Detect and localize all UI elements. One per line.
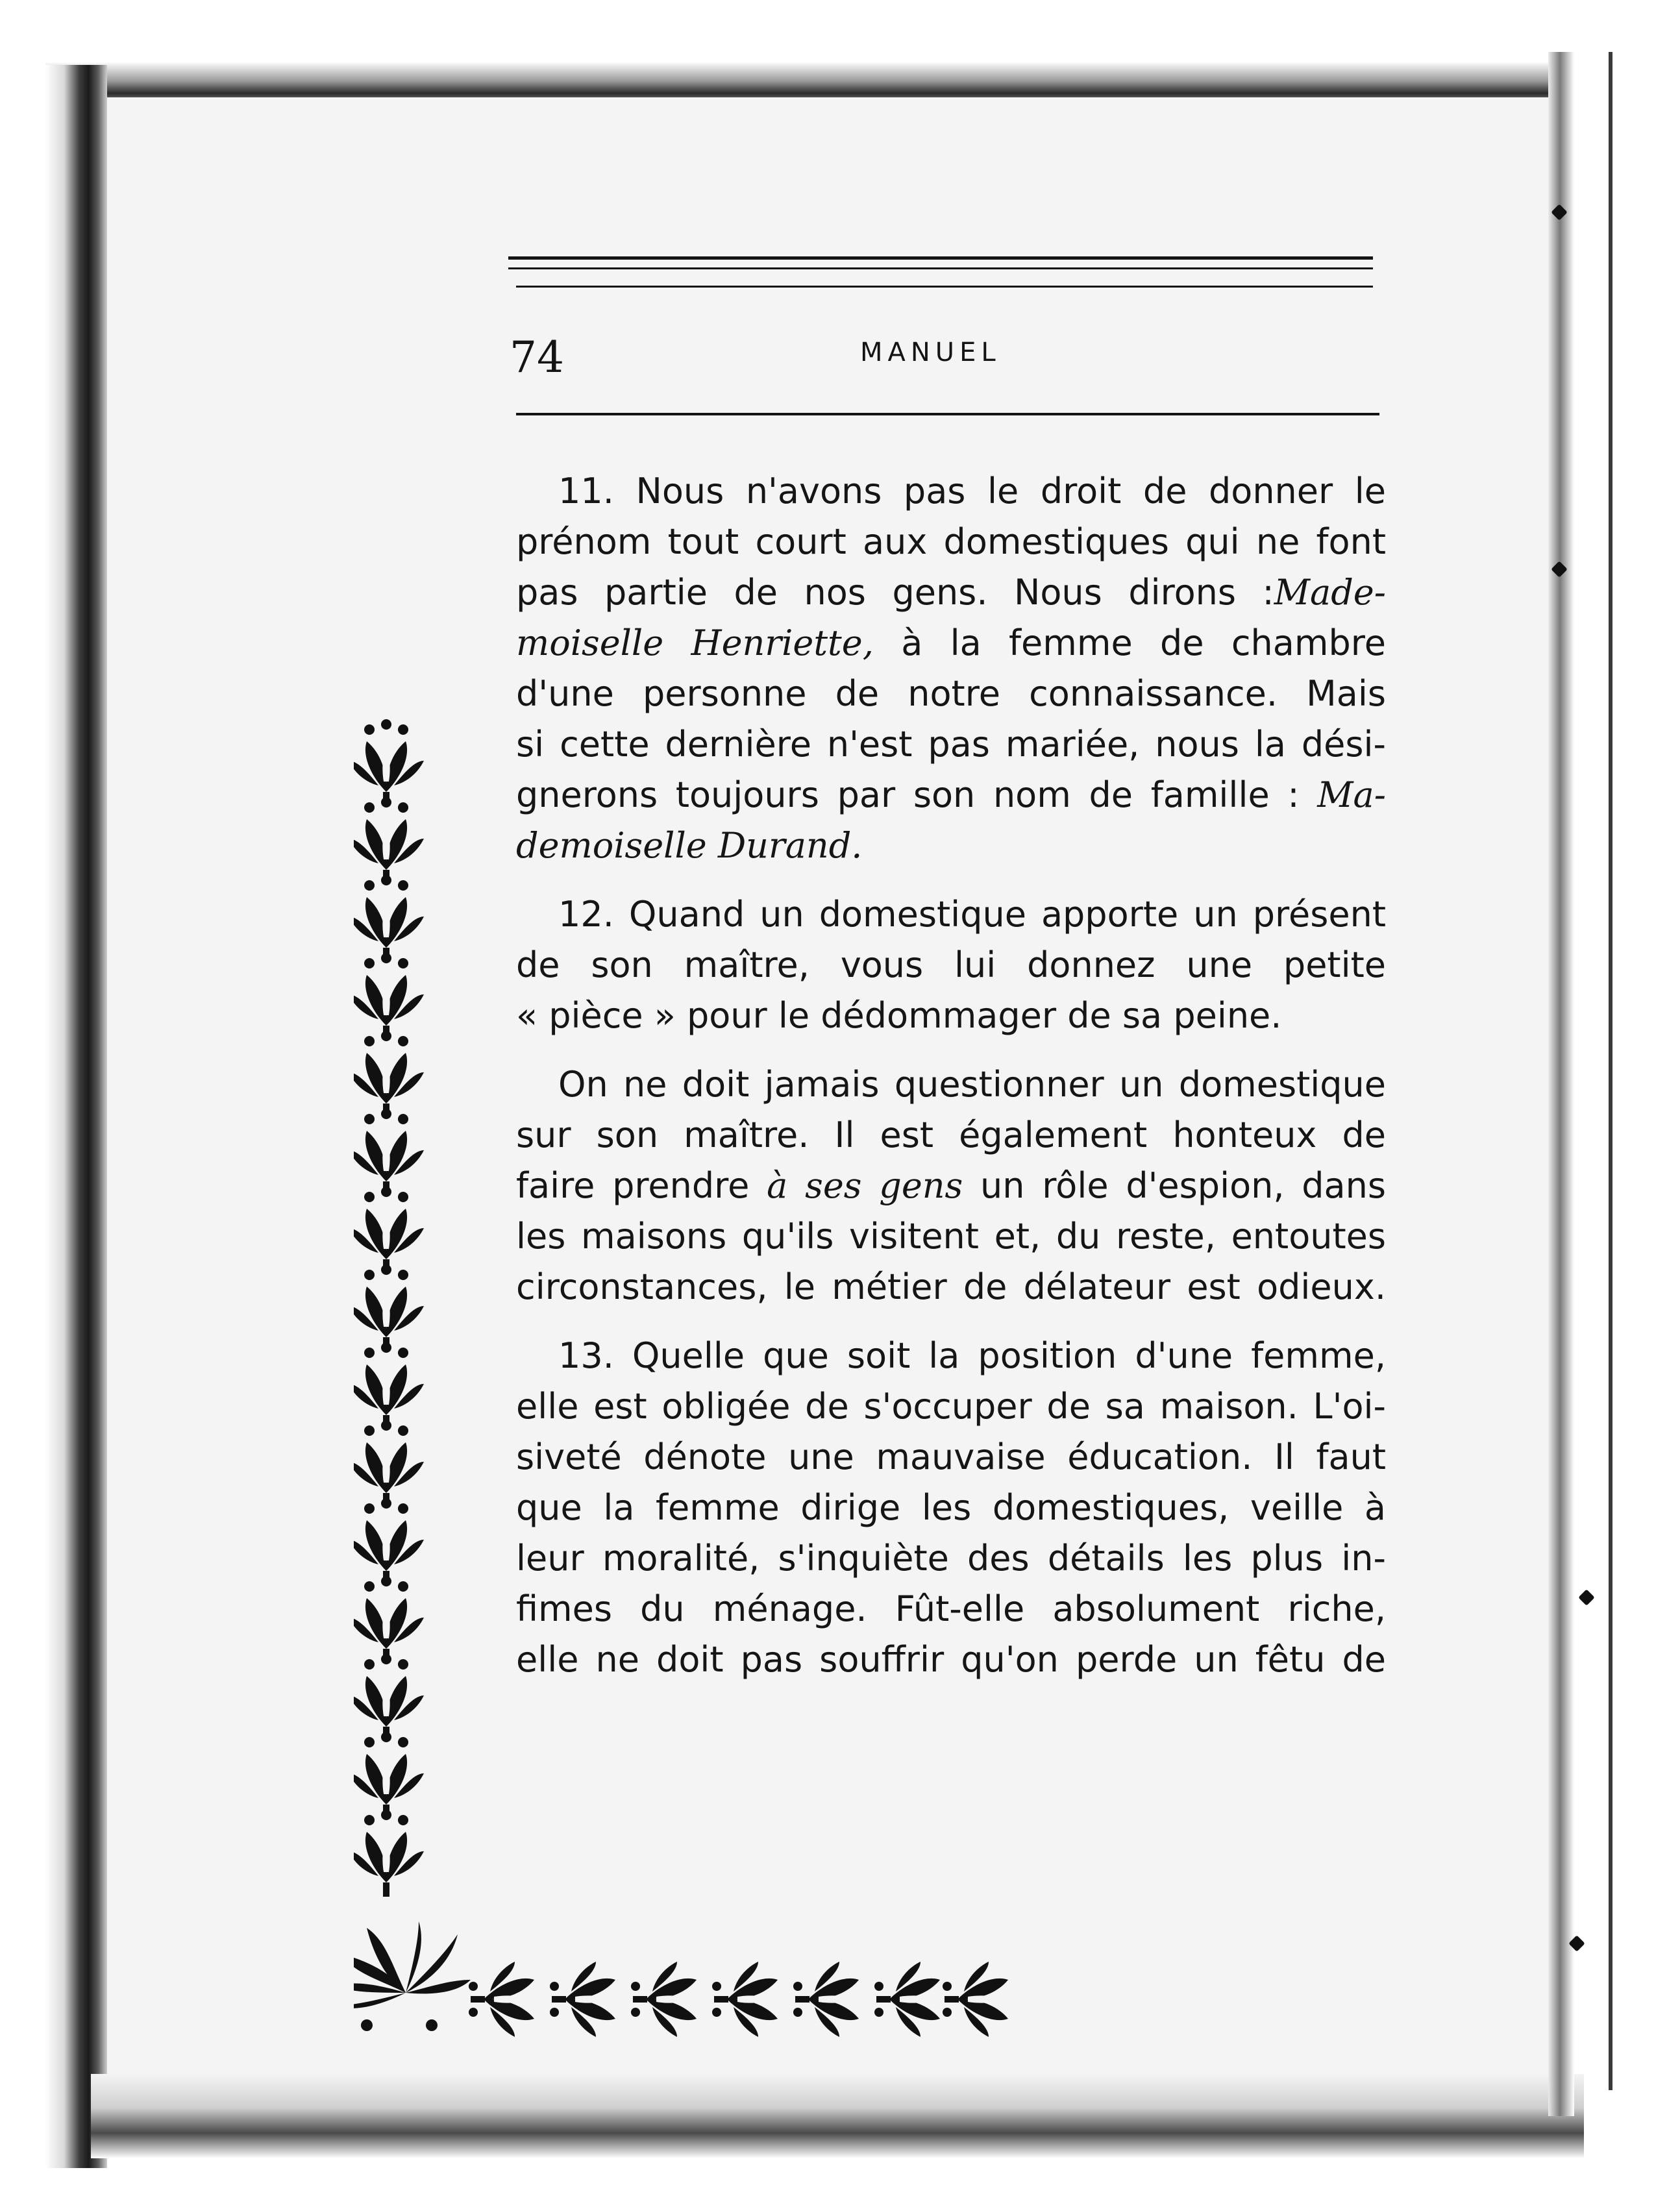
book-edge-left	[45, 65, 107, 2168]
header-rule-top-1	[508, 256, 1373, 260]
header-rule-bottom	[516, 413, 1379, 415]
laurel-corner-fan	[354, 1921, 471, 2031]
text-line: « pièce » pour le dédommager de sa peine.	[516, 995, 1282, 1036]
text-line: d'une personne de notre connaissance. Mais	[516, 673, 1386, 714]
text-line: elle est obligée de s'occuper de sa maison. L'oi-	[516, 1386, 1386, 1427]
laurel-vertical-column	[354, 719, 424, 1897]
text-line: siveté dénote une mauvaise éducation. Il faut	[516, 1436, 1386, 1477]
text-line: gnerons toujours par son nom de famille : Ma-	[516, 774, 1386, 815]
page-number: 74	[510, 332, 564, 382]
laurel-border-ornament	[354, 695, 1016, 2090]
text-line: pas partie de nos gens. Nous dirons :Made-	[516, 572, 1386, 613]
text-line: leur moralité, s'inquiète des détails les plus in-	[516, 1538, 1386, 1579]
laurel-horizontal-row	[469, 1962, 1008, 2037]
running-title: MANUEL	[860, 338, 1001, 367]
text-line: demoiselle Durand.	[516, 825, 863, 866]
text-line: 11. Nous n'avons pas le droit de donner le	[558, 471, 1386, 512]
header-rule-top-3	[516, 286, 1373, 288]
text-line: On ne doit jamais questionner un domestique	[558, 1064, 1386, 1105]
text-line: elle ne doit pas souffrir qu'on perde un fêtu de	[516, 1639, 1386, 1680]
text-line: de son maître, vous lui donnez une petite	[516, 944, 1386, 985]
facing-page-gutter	[1548, 52, 1574, 2116]
text-line: fimes du ménage. Fût-elle absolument riche,	[516, 1588, 1386, 1629]
text-line: faire prendre à ses gens un rôle d'espion, dans	[516, 1165, 1386, 1206]
text-line: prénom tout court aux domestiques qui ne font	[516, 521, 1386, 562]
text-line: 12. Quand un domestique apporte un présent	[558, 894, 1386, 935]
binding-mark	[1578, 1589, 1594, 1605]
text-line: les maisons qu'ils visitent et, du reste, entoutes	[516, 1216, 1386, 1257]
text-line: sur son maître. Il est également honteux de	[516, 1115, 1386, 1155]
text-line: que la femme dirige les domestiques, veille à	[516, 1487, 1386, 1528]
text-line: si cette dernière n'est pas mariée, nous la dési-	[516, 724, 1386, 765]
text-line: moiselle Henriette, à la femme de chambre	[516, 623, 1386, 663]
header-rule-top-2	[508, 267, 1373, 269]
facing-page-edge-line	[1609, 52, 1612, 2090]
text-line: 13. Quelle que soit la position d'une femme,	[558, 1335, 1386, 1376]
text-line: circonstances, le métier de délateur est odieux.	[516, 1266, 1386, 1307]
